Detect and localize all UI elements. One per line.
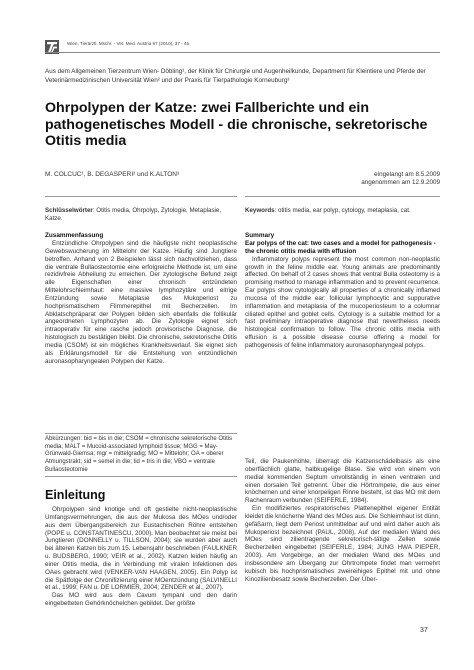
- journal-citation: Wien. Tierärztl. Mschr. - Vet. Med. Austria 97 (2010), 37 - 45: [67, 41, 190, 46]
- section-heading: Summary: [245, 232, 275, 239]
- divider: [45, 196, 237, 197]
- divider: [45, 476, 237, 477]
- summary-subtitle: Ear polyps of the cat: two cases and a model for pathogenesis - the chronic otitis media with effusion: [245, 240, 436, 255]
- header-rule: [45, 52, 440, 53]
- intro-left-column: [45, 506, 237, 608]
- received-date: eingelangt am 8.5.2009: [374, 171, 440, 178]
- keywords-text: : otitis media, ear polyp, cytology, metaplasia, cat.: [274, 207, 411, 214]
- abstract-english: [245, 256, 440, 350]
- divider: [45, 433, 237, 434]
- summary-section: [245, 232, 440, 350]
- paragraph: Ein modifiziertes respiratorisches Plattenepithel eigener Entität kleidet die knöcherne Wand des MOes aus. Die Schleimhaut ist dünn, gefäßarm, liegt dem Periost unmittelbar auf und wird daher auch als Mukoperiost bezeichnet (PAUL, 2008). Auf der medialen Wand des MOes sind zilientragende sekretorisch-tätige Zellen sowie Becherzellen eingebettet (SEIFERLE, 1984; JUNG HWA PIEPER, 2003). Am Vorgebirge, an der medialen Wand des MOes und insbesondere am Übergang zur Ohrtrompete findet man vermehrt kubisch bis hochprismatisches zweireihiges Epithel mit und ohne Kinozilienbesatz sowie Becherzellen. Der Über-: [245, 505, 440, 583]
- keywords-text: : Otitis media, Ohrpolyp, Zytologie, Metaplasie, Katze.: [45, 207, 222, 223]
- received-dates: [318, 171, 440, 188]
- authors: M. COLCUC¹, B. DEGASPERI² und K.ALTON³: [45, 171, 180, 178]
- abbreviations: Abkürzungen: bid = bis in die; CSOM = chronische sekretorische Otitis media; MALT = Mucoid-associated lymphoid tissue; MGG = May-Grünwald-Giemsa; mgr = mittelgradig; MO = Mittelohr; OA = oberer Atmungstrakt; sid = semel in die; tid = tris in die; VBO = ventrale Bullaosteotomie: [45, 436, 233, 473]
- keywords-label: Schlüsselwörter: [45, 207, 93, 214]
- article-title: Ohrpolypen der Katze: zwei Fallberichte und ein pathogenetisches Modell - die chronische, sekretorische Otitis media: [45, 100, 428, 150]
- keywords-english: [245, 207, 440, 215]
- paragraph: Entzündliche Ohrpolypen sind die häufigste nicht neoplastische Gewebswucherung im Mittelohr der Katze. Häufig sind Jungtiere betroffen. Anhand von 2 Beispielen lässt sich nachvollziehen, dass die ventrale Bullaosteotomie eine erfolgreiche Methode ist, um eine rezidivfreie Abheilung zu erreichen. Der zytologische Befund zeigt alle Eigenschaften einer chronisch entzündeten Mittelohrschleimhaut: eine massive lymphozytäre und eitrige Entzündung sowie Metaplasie des Mukoperiost zu hochprismatischem Flimmerepithel mit Becherzellen. Im Abklatschpräparat der Polypen bilden sich ebenfalls die follikulär angeordneten Lymphozyten ab. Die Zytologie eignet sich intraoperativ für eine rasche jedoch provisorische Diagnose, die histologisch zu bestätigen bleibt. Die chronische, sekretorische Otitis media (CSOM) ist ein mögliches Krankheitsverlauf. Sie eignet sich als Erklärungsmodell für die Entstehung von entzündlichen auronasopharyngealen Polypen der Katze.: [45, 240, 237, 365]
- divider: [245, 196, 440, 197]
- paragraph: Ohrpolypen sind knotige und oft gestielte nicht-neoplastische Umfangsvermehrungen, die aus der Mukosa des MOes und/oder aus dem Übergangsbereich zur Eustachischen Röhre entstehen (POPE u. CONSTANTINESCU, 2000). Man beobachtet sie meist bei Jungtieren (DONNELLY u. TILLSON, 2004); sie wurden aber auch bei älteren Katzen bis zum 15. Lebensjahr beschrieben (FAULKNER u. BUDSBERG, 1990; VEIR et al., 2002). Katzen leiden häufig an einer Otitis media, die in Verbindung mit viralen Infektionen des OAes gebracht wird (VENKER-VAN HAAGEN, 2005). Ein Polyp ist die Spätfolge der Chronifizierung einer MOentzündung (SALVINELLI et al., 1999; FAN u. DE LORMIER, 2004; ZENDER et al., 2007).: [45, 506, 237, 592]
- zusammenfassung-section: [45, 232, 237, 366]
- einleitung-section: [45, 488, 237, 608]
- keywords-german: [45, 207, 237, 224]
- section-heading: Einleitung: [45, 488, 106, 502]
- affiliation: Aus dem Allgemeinen Tierzentrum Wien- Döbling¹, der Klinik für Chirurgie und Augenheilkunde, Department für Kleintiere und Pferde der Veterinärmedizinischen Universität Wien² und der Praxis für Tierpathologie Korneuburg³: [45, 68, 426, 84]
- section-heading: Zusammenfassung: [45, 232, 104, 239]
- abstract-german: [45, 240, 237, 366]
- paragraph: Das MO wird aus dem Cavum tympani und den darin eingebetteten Gehörknöchelchen gebildet. Der größte: [45, 592, 237, 608]
- paragraph: Teil, die Paukenhöhle, überragt die Katzenschädelbasis als eine oberflächlich glatte, halbkugelige Blase. Sie wird von einem von medial kommenden Septum unvollständig in einen ventralen und einen dorsalen Teil getrennt. Über die Hörtrompete, die aus einer knöchernen und einer knorpeligen Rinne besteht, ist das MO mit dem Rachenraum verbunden (SEIFERLE, 1984).: [245, 458, 440, 505]
- keywords-label: Keywords: [245, 207, 275, 214]
- accepted-date: angenommen am 12.9.2009: [361, 179, 440, 187]
- intro-right-column: [245, 458, 440, 584]
- page-number: 37: [420, 627, 428, 634]
- paragraph: Inflammatory polyps represent the most common non-neoplastic growth in the feline middle ear. Young animals are predominantly affected. On behalf of 2 cases shows that ventral Bulla osteotomy is a promising method to manage inflammation and to prevent recurrence. Ear polyps show cytologically all properties of a chronically inflamed mucosa of the middle ear: follicular lymphocytic and suppurative inflammation and metaplasia of the mucoperiosteum to a columnar ciliated epithel and goblet cells. Cytology is a suitable method for a fast preliminary intraoperative diagnose that nevertheless needs histological confirmation to follow. The chronic otitis media with effusion is a possible disease course offering a model for pathogenesis of feline inflammatory auronasopharyngeal polyps.: [245, 255, 440, 349]
